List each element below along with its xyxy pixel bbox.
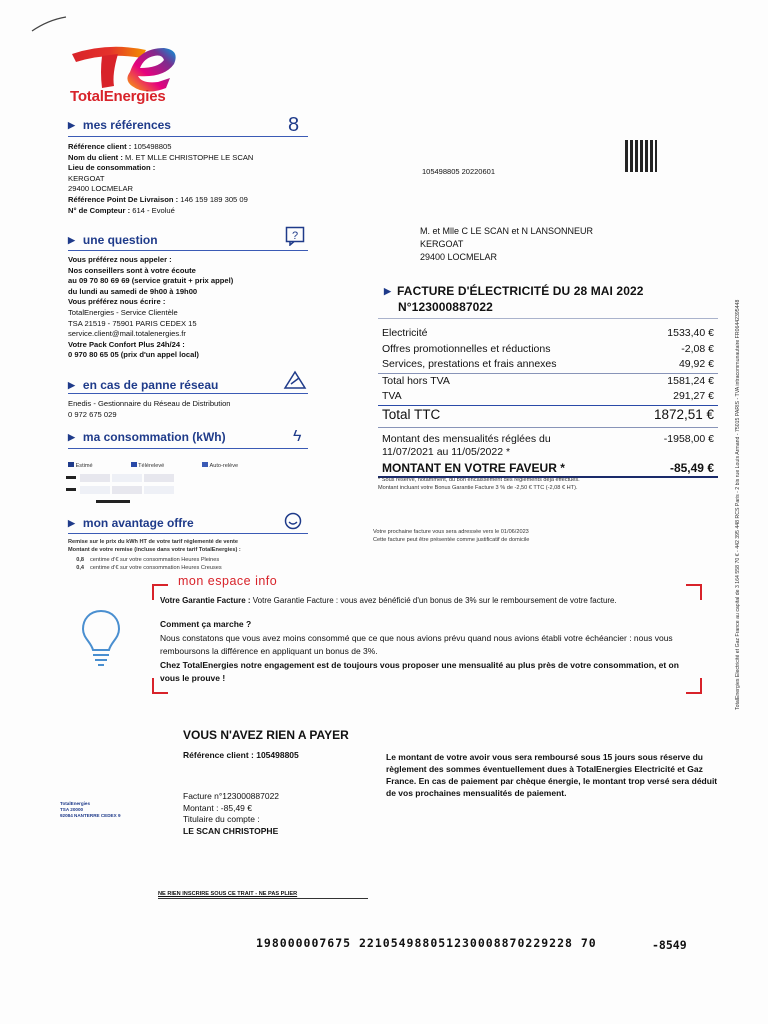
warning-tools-icon (283, 370, 307, 390)
payment-ref: Référence client : 105498805 (183, 750, 299, 760)
avantage-title (68, 516, 194, 530)
triangle-right-icon: ▶ (68, 234, 75, 245)
ref-line: Lieu de consommation : (68, 163, 156, 173)
divider (68, 136, 308, 137)
espace-line1: Votre Garantie Facture : Votre Garantie Facture : vous avez bénéficié d'un bonus de 3% sur le remboursement de votre facture. (160, 596, 617, 605)
barcode-text: 105498805 20220601 (422, 167, 495, 176)
ref-line: 29400 LOCMELAR (68, 184, 134, 194)
faveur-line: MONTANT EN VOTRE FAVEUR * -85,49 € (382, 460, 714, 475)
ref-line: KERGOAT (68, 173, 105, 183)
svg-text:?: ? (291, 230, 299, 242)
payment-details: Facture n°123000887022 Montant : -85,49 € Titulaire du compte : LE SCAN CHRISTOPHE (183, 791, 280, 836)
references-title (68, 118, 171, 132)
divider (378, 427, 718, 428)
ref-line: Nom du client : M. ET MLLE CHRISTOPHE LE SCAN (68, 152, 254, 162)
pen-mark (30, 14, 70, 34)
total-ttc-line: Total TTC 1872,51 € (382, 407, 714, 422)
sender-address: TotalEnergies TSA 20000 92084 NANTERRE CEDEX 9 (60, 801, 121, 818)
triangle-right-icon: ▶ (68, 379, 75, 390)
triangle-right-icon: ▶ (68, 517, 75, 528)
ref-line: Référence client : 105498805 (68, 142, 172, 151)
consommation-title (68, 430, 226, 444)
triangle-right-icon: ▶ (384, 286, 392, 296)
avantage-title-text: mon avantage offre (82, 516, 194, 530)
payment-text: Le montant de votre avoir vous sera remboursé sous 15 jours sous réserve du règlement des sommes éventuellement dues à TotalEnergies Electricité et Gaz France. En cas de paiement par chèque énergie, le montant trop versé sera déduit de vos prochaines mensualités de paiement. (386, 752, 718, 798)
panne-title-text: en cas de panne réseau (82, 378, 219, 392)
totals-table (378, 326, 718, 478)
divider (158, 898, 368, 899)
person-icon: 8 (288, 114, 300, 136)
next-invoice-notes: Votre prochaine facture vous sera adressée vers le 01/06/2023 Cette facture peut être présentée comme justificatif de domicile (373, 529, 530, 543)
ref-line: N° de Compteur : 614 - Evolué (68, 205, 175, 215)
mensualites-line: Montant des mensualités réglées du 11/07/2021 au 11/05/2022 * -1958,00 € (382, 432, 714, 458)
qr-code (625, 140, 657, 172)
espace-body: Comment ça marche ? Nous constatons que vous avez moins consommé que ce que nous avions prévu quand nous avions établi votre échéancier : nous vous remboursons la différence en appliquant un bonus de 3%. Chez TotalEnergies notre engagement est de toujours vous proposer une mensualité au plus près de votre consommation, et on vous le prouve ! (160, 619, 679, 683)
lightning-icon: ϟ (293, 428, 302, 445)
divider (68, 393, 308, 394)
panne-block: Enedis - Gestionnaire du Réseau de Distribution 0 972 675 029 (68, 399, 231, 419)
legal-side-text: TotalEnergies Electricité et Gaz France au capital de 3 164 558 70 € - 442 395 448 RCS Paris - 2 bis rue Louis Armand - 75015 PARIS - TVA intracommunautaire FR06442395448 (735, 299, 741, 710)
question-block: Vous préférez nous appeler : Nos conseillers sont à votre écoute au 09 70 80 69 69 (service gratuit + prix appel) du lundi au samedi de 9h00 à 19h00 Vous préférez nous écrire : TotalEnergies - Service Clientèle TSA 21519 - 75901 PARIS CEDEX 15 service.client@mail.totalenergies.fr Votre Pack Confort Plus 24h/24 : 0 970 80 65 05 (prix d'un appel local) (68, 255, 234, 360)
triangle-right-icon: ▶ (68, 119, 75, 130)
payment-code-line: 198000007675 221054988051230008870229228 70 (256, 936, 597, 950)
references-block (68, 142, 313, 216)
total-line: Total hors TVA 1581,24 € (382, 374, 714, 387)
avantage-block: Remise sur le prix du kWh HT de votre tarif réglementé de vente Montant de votre remise (incluse dans votre tarif TotalEnergies) : 0,8 centime d'€ sur votre consommation Heures Pleines 0,4 centime d'€ sur votre consommation Heures Creuses (68, 539, 241, 571)
question-title-text: une question (82, 233, 158, 247)
consommation-title-text: ma consommation (kWh) (82, 430, 226, 444)
lightbulb-icon (80, 608, 122, 670)
references-title-text: mes références (82, 118, 171, 132)
total-line: Electricité 1533,40 € (382, 327, 714, 339)
invoice-number: N°123000887022 (398, 300, 493, 314)
smile-icon (284, 512, 302, 530)
brand-name: TotalEnergies (70, 88, 166, 105)
payment-title: VOUS N'AVEZ RIEN A PAYER (183, 728, 349, 742)
no-write-line: NE RIEN INSCRIRE SOUS CE TRAIT - NE PAS PLIER (158, 891, 298, 897)
divider (68, 448, 308, 449)
triangle-right-icon: ▶ (68, 431, 75, 442)
corner-mark (686, 584, 702, 600)
totals-notes: * Sous réserve, notamment, du bon encaissement des règlements déjà effectués. Montant incluant votre Bonus Garantie Facture 3 % de -2,50 € TTC (-2,08 € HT). (378, 477, 580, 491)
total-line: TVA 291,27 € (382, 390, 714, 402)
ref-line: Référence Point De Livraison : 146 159 189 305 09 (68, 194, 248, 204)
espace-title: mon espace info (178, 574, 278, 588)
divider (68, 250, 308, 251)
payment-code-end: -8549 (652, 938, 687, 952)
invoice-title: ▶ FACTURE D'ÉLECTRICITÉ DU 28 MAI 2022 (384, 284, 644, 298)
total-line: Offres promotionnelles et réductions -2,08 € (382, 342, 714, 355)
question-bubble-icon (285, 226, 305, 246)
panne-title (68, 378, 218, 392)
consommation-legend: Estimé Télérelevé Auto-relève (68, 462, 313, 470)
recipient-address: M. et Mlle C LE SCAN et N LANSONNEUR KERGOAT 29400 LOCMELAR (420, 226, 594, 262)
question-title (68, 233, 158, 247)
divider (378, 318, 718, 319)
total-line: Services, prestations et frais annexes 49,92 € (382, 358, 714, 370)
consumption-table-graphic (66, 472, 216, 512)
divider (68, 533, 308, 534)
